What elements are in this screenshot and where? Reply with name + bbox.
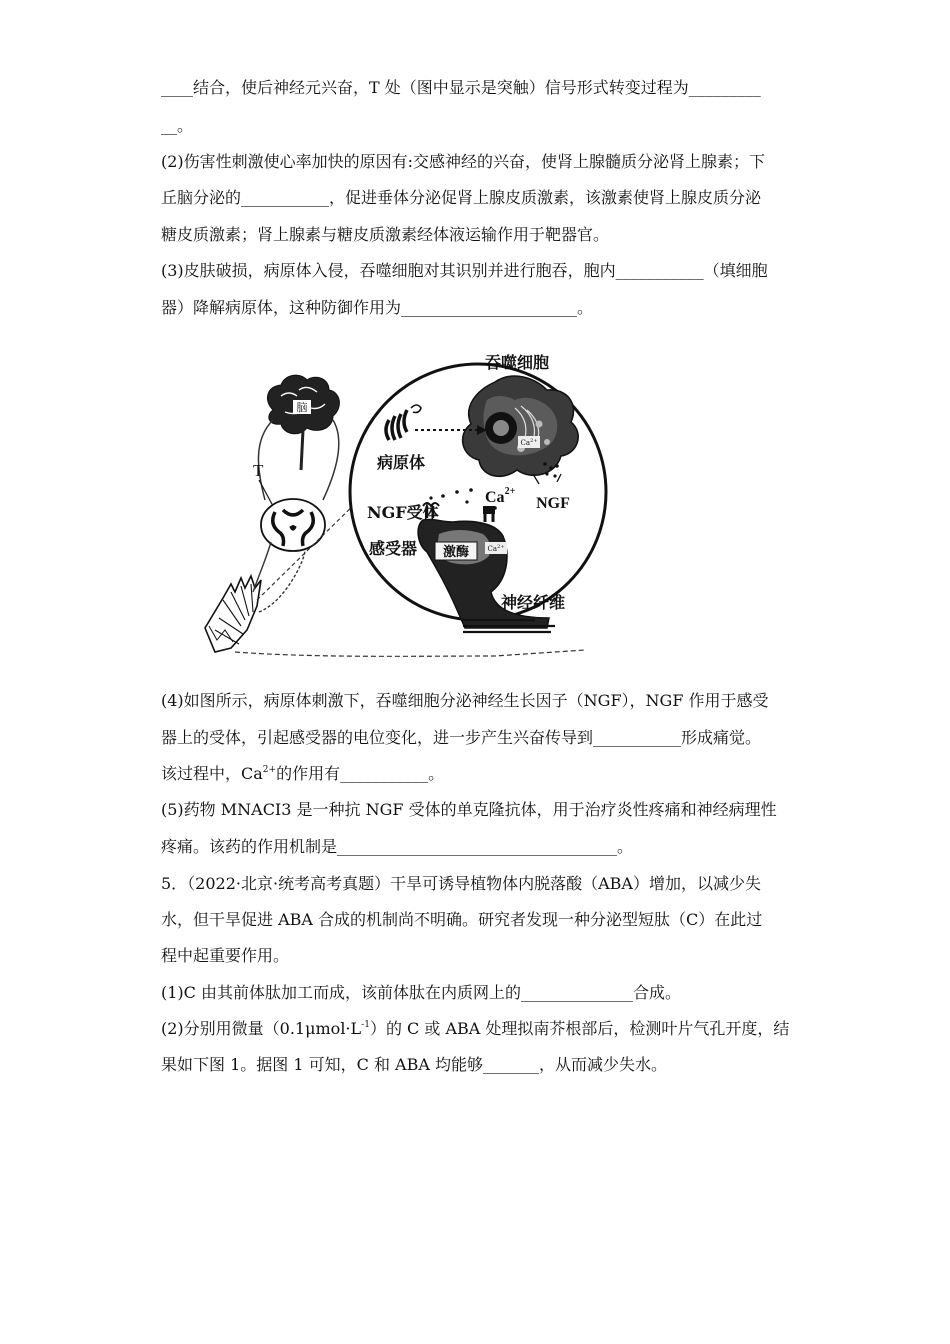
macrophage-label: 吞噬细胞 bbox=[484, 353, 550, 372]
ngf-receptor-label: NGF受体 bbox=[367, 503, 439, 522]
t-label: T bbox=[253, 461, 264, 480]
q5-line-3: 程中起重要作用。 bbox=[161, 946, 290, 965]
brain-label: 脑 bbox=[296, 401, 308, 414]
q4-sub2-line-1: (2)伤害性刺激使心率加快的原因有:交感神经的兴奋，使肾上腺髓质分泌肾上腺素；下 bbox=[161, 152, 766, 171]
q4-line-2: __。 bbox=[161, 116, 194, 135]
q4-sub4-line-1: (4)如图所示，病原体刺激下，吞噬细胞分泌神经生长因子（NGF），NGF 作用于感受 bbox=[161, 691, 769, 710]
kinase-label: 激酶 bbox=[442, 545, 470, 560]
brain-illustration bbox=[267, 375, 339, 470]
q4-sub5-line-1: (5)药物 MNACI3 是一种抗 NGF 受体的单克隆抗体，用于治疗炎性疼痛和神经病理性 bbox=[161, 800, 777, 819]
q4-sub4-line-2: 器上的受体，引起感受器的电位变化，进一步产生兴奋传导到___________形成痛觉。 bbox=[161, 728, 762, 747]
q4-sub2-line-3: 糖皮质激素；肾上腺素与糖皮质激素经体液运输作用于靶器官。 bbox=[161, 225, 610, 244]
q4-sub4-line-3: 该过程中，$Ca^{2+}$的作用有___________。 bbox=[161, 764, 445, 783]
sensory-receptor-label: 感受器 bbox=[369, 539, 418, 558]
q4-sub5-line-2: 疼痛。该药的作用机制是___________________________________。 bbox=[161, 837, 634, 856]
hand-illustration bbox=[205, 576, 261, 652]
neuron-ca-label: $Ca^{2+}$ bbox=[487, 544, 505, 553]
q5-line-1: 5．（2022·北京·统考高考真题）干旱可诱导植物体内脱落酸（ABA）增加，以减少失 bbox=[161, 874, 761, 893]
ca-label: $Ca^{2+}$ bbox=[485, 486, 516, 506]
q5-line-2: 水，但干旱促进 ABA 合成的机制尚不明确。研究者发现一种分泌型短肽（C）在此过 bbox=[161, 910, 763, 929]
ngf-label: NGF bbox=[536, 495, 570, 512]
q4-sub3-line-2: 器）降解病原体，这种防御作用为______________________。 bbox=[161, 298, 594, 317]
q5-sub2-line-2: 果如下图 1。据图 1 可知，C 和 ABA 均能够_______，从而减少失水。 bbox=[161, 1055, 667, 1074]
q4-line-1: ____结合，使后神经元兴奋，T 处（图中显示是突触）信号形式转变过程为_________ bbox=[161, 78, 761, 97]
pathogen-label: 病原体 bbox=[376, 453, 426, 472]
q5-sub1-line: (1)C 由其前体肽加工而成，该前体肽在内质网上的______________合成。 bbox=[161, 983, 681, 1002]
q5-sub2-line-1: (2)分别用微量$(0.1\mu mol\cdot L^{-1})$的 C 或 ABA 处理拟南芥根部后，检测叶片气孔开度，结 bbox=[161, 1019, 790, 1038]
q4-sub3-line-1: (3)皮肤破损，病原体入侵，吞噬细胞对其识别并进行胞吞，胞内___________（填细胞 bbox=[161, 261, 768, 280]
nerve-fiber-label: 神经纤维 bbox=[501, 593, 566, 612]
q4-sub2-line-2: 丘脑分泌的___________，促进垂体分泌促肾上腺皮质激素，该激素使肾上腺皮质分泌 bbox=[161, 188, 762, 207]
neuro-immune-figure bbox=[195, 330, 615, 665]
macrophage-ca-label: $Ca^{2+}$ bbox=[520, 438, 538, 447]
